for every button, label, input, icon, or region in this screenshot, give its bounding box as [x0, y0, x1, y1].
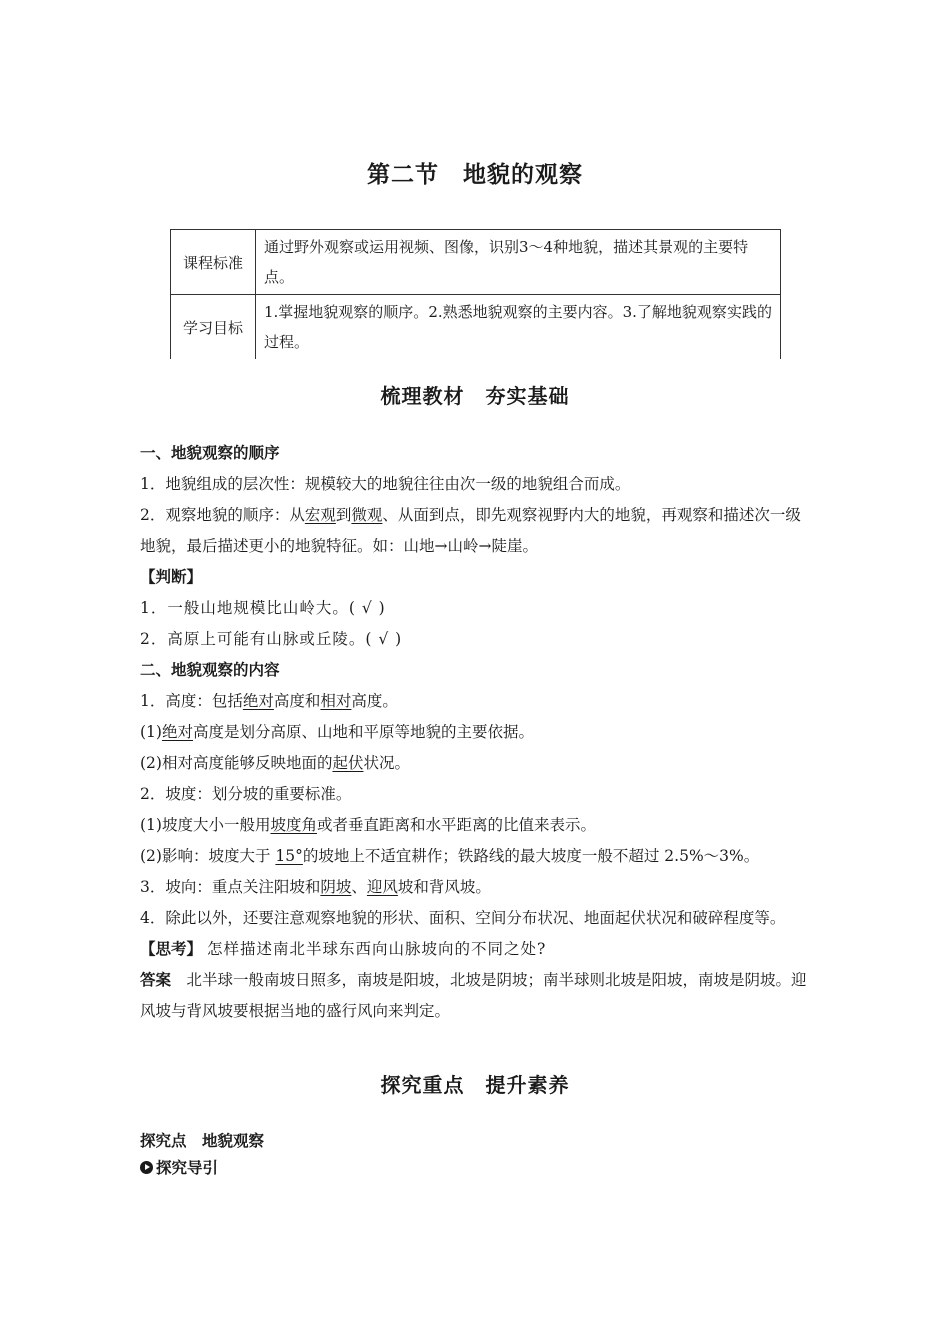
judge-title: 【判断】 — [140, 568, 203, 586]
play-circle-icon — [140, 1161, 153, 1174]
paragraph: 4．除此以外，还要注意观察地貌的形状、面积、空间分布状况、地面起伏状况和破碎程度等。 — [140, 909, 786, 927]
answer-blank: 15° — [275, 847, 303, 865]
paragraph: 1．地貌组成的层次性：规模较大的地貌往往由次一级的地貌组合而成。 — [140, 475, 631, 493]
paragraph: (2)相对高度能够反映地面的起伏状况。 — [140, 754, 410, 772]
part-title: 二、地貌观察的内容 — [140, 661, 280, 679]
part-title: 一、地貌观察的顺序 — [140, 444, 280, 462]
table-label: 课程标准 — [171, 230, 256, 295]
table-label: 学习目标 — [171, 295, 256, 360]
section1-content — [140, 438, 812, 1027]
explore-point-title: 探究点 地貌观察 — [140, 1132, 265, 1150]
paragraph: 1．高度：包括绝对高度和相对高度。 — [140, 692, 398, 710]
paragraph: (1)坡度大小一般用坡度角或者垂直距离和水平距离的比值来表示。 — [140, 816, 596, 834]
answer-blank: 起伏 — [332, 754, 364, 772]
answer-blank: 绝对 — [161, 723, 193, 741]
answer-blank: 绝对 — [242, 692, 274, 710]
judge-item: 2．高原上可能有山脉或丘陵。( √ ) — [140, 630, 403, 648]
guide-label: 探究导引 — [140, 1157, 812, 1179]
answer-blank: 微观 — [351, 506, 383, 524]
answer-blank: 迎风 — [366, 878, 398, 896]
answer-blank: 宏观 — [304, 506, 336, 524]
paragraph: 2．观察地貌的顺序：从宏观到微观、从面到点，即先观察视野内大的地貌，再观察和描述次一级地貌，最后描述更小的地貌特征。如：山地→山岭→陡崖。 — [140, 506, 801, 555]
paragraph: (1)绝对高度是划分高原、山地和平原等地貌的主要依据。 — [140, 723, 534, 741]
table-value: 1.掌握地貌观察的顺序。2.熟悉地貌观察的主要内容。3.了解地貌观察实践的过程。 — [256, 295, 781, 360]
paragraph: 3．坡向：重点关注阳坡和阴坡、迎风坡和背风坡。 — [140, 878, 491, 896]
table-row — [171, 295, 781, 360]
table-row — [171, 230, 781, 295]
answer-blank: 相对 — [320, 692, 352, 710]
answer-blank: 阴坡 — [320, 878, 352, 896]
judge-item: 1．一般山地规模比山岭大。( √ ) — [140, 599, 386, 617]
section-heading: 探究重点 提升素养 — [380, 1073, 570, 1097]
page-title: 第二节 地貌的观察 — [367, 162, 583, 188]
section-heading: 梳理教材 夯实基础 — [380, 384, 570, 408]
table-value: 通过野外观察或运用视频、图像，识别3～4种地貌，描述其景观的主要特点。 — [256, 230, 781, 295]
course-info-table — [170, 229, 781, 359]
think-question: 【思考】 怎样描述南北半球东西向山脉坡向的不同之处? — [140, 940, 547, 958]
answer: 答案 北半球一般南坡日照多，南坡是阳坡，北坡是阴坡；南半球则北坡是阳坡，南坡是阴坡。迎风坡与背风坡要根据当地的盛行风向来判定。 — [140, 971, 807, 1020]
section2-content — [140, 1126, 812, 1179]
paragraph: (2)影响：坡度大于 15°的坡地上不适宜耕作；铁路线的最大坡度一般不超过 2.5%～3%。 — [140, 847, 760, 865]
paragraph: 2．坡度：划分坡的重要标准。 — [140, 785, 352, 803]
answer-blank: 坡度角 — [270, 816, 317, 834]
